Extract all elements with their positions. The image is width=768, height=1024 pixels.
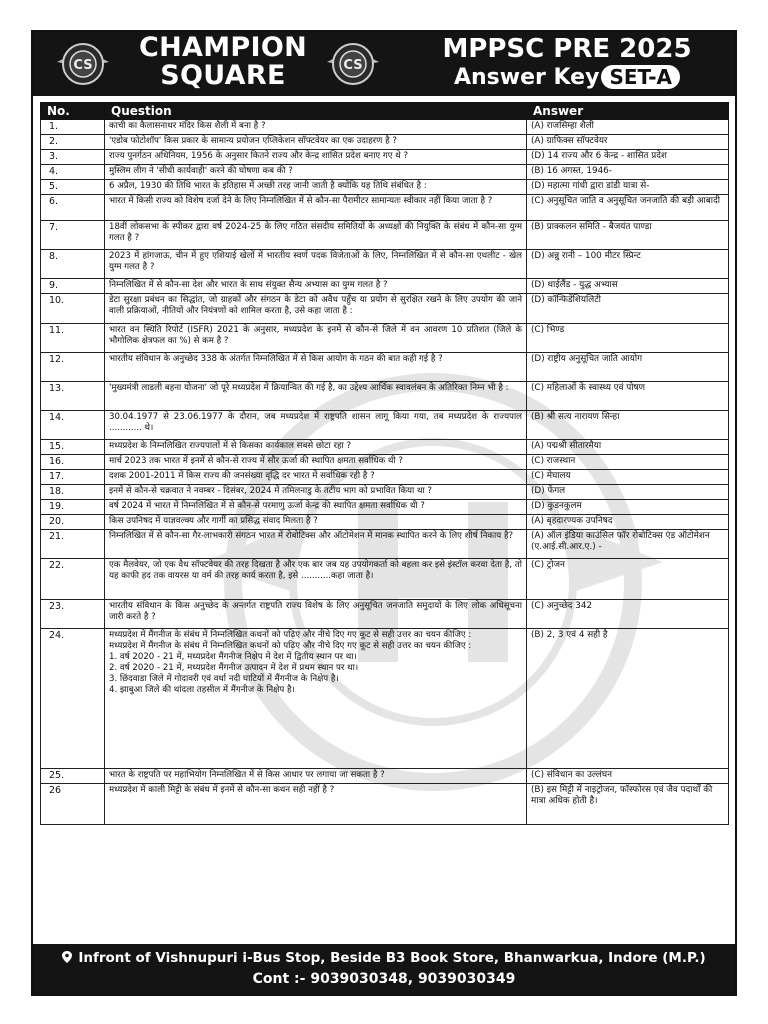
column-header-question: Question [105, 103, 527, 120]
question-text: मध्यप्रदेश के निम्नलिखित राज्यपालों में से किसका कार्यकाल सबसे छोटा रहा ? [109, 441, 352, 451]
statement-1: 1. वर्ष 2020 - 21 में, मध्यप्रदेश मैंगनीज निक्षेप में देश में द्वितीय स्थान पर था। [109, 652, 357, 662]
question-text: निम्नलिखित में से कौन-सा देश और भारत के साथ संयुक्त सैन्य अभ्यास का युग्म गलत है ? [109, 280, 388, 290]
question-number: 14. [41, 411, 105, 440]
question-number: 15. [41, 440, 105, 455]
question-number: 7. [41, 221, 105, 250]
answer-text: (C) भिण्ड [527, 324, 729, 353]
question-number: 26 [41, 784, 105, 825]
question-text-repeat: मध्यप्रदेश में मैंगनीज के संबंध में निम्नलिखित कथनों को पढ़िए और नीचे दिए गए कूट से सही उत्तर का चयन कीजिए : [109, 641, 472, 651]
table-row [41, 500, 729, 515]
answer-text: (C) मेघालय [527, 470, 729, 485]
statement-2: 2. वर्ष 2020 - 21 में, मध्यप्रदेश मैंगनीज उत्पादन में देश में प्रथम स्थान पर था। [109, 663, 359, 673]
svg-text:CS: CS [73, 58, 93, 73]
question-number: 1. [41, 120, 105, 135]
question-text-cell [105, 221, 527, 250]
question-text: काची का कैलासनाथर मंदिर किस शैली में बना है ? [109, 121, 266, 131]
question-text-cell [105, 324, 527, 353]
question-number: 22. [41, 559, 105, 600]
question-text-cell [105, 559, 527, 600]
question-text: एक मैलवेयर, जो एक वैध सॉफ्टवेयर की तरह दिखता है और एक बार जब यह उपयोगकर्ता को बहला कर इसे इंस्टॉल करवा देता है, तो यह काफी हद तक वायरस या वर्म की तरह कार्य करता है, इसे ...........कहा जाता है। [109, 560, 522, 581]
question-text-cell [105, 353, 527, 382]
champion-square-logo-2 [325, 36, 381, 92]
table-row [41, 784, 729, 825]
footer-address: Infront of Vishnupuri i-Bus Stop, Beside B3 Book Store, Bhanwarkua, Indore (M.P.) [78, 950, 706, 966]
answer-text: (B) इस मिट्टी में नाइट्रोजन, फॉस्फोरस एवं जैव पदार्थों की मात्रा अधिक होती है। [527, 784, 729, 825]
column-header-answer: Answer [527, 103, 729, 120]
question-number: 8. [41, 250, 105, 279]
question-text: दशक 2001-2011 में किस राज्य की जनसंख्या वृद्धि दर भारत में सर्वाधिक रही है ? [109, 471, 375, 481]
question-number: 24. [41, 629, 105, 769]
table-row [41, 294, 729, 324]
question-number: 11. [41, 324, 105, 353]
brand-line-1: CHAMPION [139, 32, 307, 63]
footer-banner [33, 944, 735, 994]
answer-key-table [40, 102, 729, 825]
question-text-cell [105, 165, 527, 180]
answer-text: (A) राजसिम्हा शैली [527, 120, 729, 135]
table-row [41, 559, 729, 600]
question-number: 12. [41, 353, 105, 382]
question-text: वर्ष 2024 में भारत में निम्नलिखित में से कौन-से परमाणु ऊर्जा केन्द्र की स्थापित क्षमता सर्वाधिक थी ? [109, 501, 425, 511]
table-row [41, 629, 729, 769]
question-number: 25. [41, 769, 105, 784]
table-row [41, 250, 729, 279]
question-text-cell [105, 440, 527, 455]
footer-address-line [33, 948, 735, 968]
question-number: 5. [41, 180, 105, 195]
answer-text: (B) प्राक्कलन समिति - बैजयंत पाण्डा [527, 221, 729, 250]
brand-name [125, 34, 321, 90]
answer-text: (B) 2, 3 एवं 4 सही है [527, 629, 729, 769]
answer-text: (D) 14 राज्य और 6 केन्द्र - शासित प्रदेश [527, 150, 729, 165]
answer-text: (C) ट्रोजन [527, 559, 729, 600]
table-row [41, 600, 729, 629]
answer-key-label [417, 64, 717, 92]
question-text-cell [105, 411, 527, 440]
answer-text: (A) बृहदारण्यक उपनिषद [527, 515, 729, 530]
question-text: मध्यप्रदेश में मैंगनीज के संबंध में निम्नलिखित कथनों को पढ़िए और नीचे दिए गए कूट से सही उत्तर का चयन कीजिए : [109, 630, 472, 640]
question-number: 6. [41, 195, 105, 221]
question-text-cell [105, 515, 527, 530]
question-text: 'एडोब फोटोशॉप' किस प्रकार के सामान्य प्रयोजन एप्लिकेशन सॉफ्टवेयर का एक उदाहरण है ? [109, 136, 397, 146]
header-banner [33, 32, 735, 96]
table-row [41, 195, 729, 221]
question-number: 10. [41, 294, 105, 324]
answer-text: (C) अनुसूचित जाति व अनुसूचित जनजाति की बड़ी आबादी [527, 195, 729, 221]
table-row [41, 411, 729, 440]
question-text: 2023 में हांगजाऊ, चीन में हुए एशियाई खेलों में भारतीय स्वर्ण पदक विजेताओं के लिए, निम्नलिखित में से कौन-सा एथलीट - खेल युग्म गलत है ? [109, 251, 522, 272]
table-row [41, 485, 729, 500]
question-text: निम्नलिखित में से कौन-सा गैर-लाभकारी संगठन भारत में रोबोटिक्स और ऑटोमेशन में मानक स्थापित करने के लिए शीर्ष निकाय है? [109, 531, 514, 541]
table-row [41, 440, 729, 455]
question-text-cell [105, 294, 527, 324]
question-number: 2. [41, 135, 105, 150]
table-row [41, 165, 729, 180]
footer-contact: Cont :- 9039030348, 9039030349 [252, 971, 516, 987]
question-text: 6 अप्रैल, 1930 की तिथि भारत के इतिहास में अच्छी तरह जानी जाती है क्योंकि यह तिथि संबंधित है : [109, 181, 427, 191]
table-row [41, 120, 729, 135]
question-text: मुस्लिम लीग ने 'सीधी कार्यवाही' करने की घोषणा कब की ? [109, 166, 293, 176]
question-text: भारतीय संविधान के अनुच्छेद 338 के अंतर्गत निम्नलिखित में से किस आयोग के गठन की बात कही गई है ? [109, 354, 443, 364]
table-row [41, 279, 729, 294]
question-number: 18. [41, 485, 105, 500]
answer-text: (B) श्री सत्य नारायण सिन्हा [527, 411, 729, 440]
question-text-cell [105, 150, 527, 165]
answer-text: (A) पद्मश्री सीतारमैया [527, 440, 729, 455]
location-pin-icon [62, 951, 72, 963]
question-text: इनमें से कौन-से चक्रवात ने नवम्बर - दिसंबर, 2024 में तमिलनाडु के तटीय भाग को प्रभावित किया था ? [109, 486, 432, 496]
question-text-cell [105, 250, 527, 279]
table-row [41, 530, 729, 559]
answer-text: (D) राष्ट्रीय अनुसूचित जाति आयोग [527, 353, 729, 382]
table-body [41, 120, 729, 825]
champion-square-logo [55, 36, 111, 92]
question-text-cell [105, 629, 527, 769]
table-row [41, 221, 729, 250]
question-text: राज्य पुनर्गठन अधिनियम, 1956 के अनुसार कितने राज्य और केन्द्र शासित प्रदेश बनाए गए थे ? [109, 151, 409, 161]
question-text-cell [105, 769, 527, 784]
table-header-row [41, 103, 729, 120]
question-text: किस उपनिषद में याज्ञवल्क्य और गार्गी का प्रसिद्ध संवाद मिलता है ? [109, 516, 318, 526]
question-number: 23. [41, 600, 105, 629]
set-badge: SET-A [601, 65, 680, 89]
question-text-cell [105, 455, 527, 470]
answer-text: (C) महिलाओं के स्वास्थ्य एवं पोषण [527, 382, 729, 411]
question-text-cell [105, 120, 527, 135]
question-number: 16. [41, 455, 105, 470]
question-text-cell [105, 530, 527, 559]
answer-text: (C) राजस्थान [527, 455, 729, 470]
answer-key-text: Answer Key [453, 65, 600, 90]
table-row [41, 180, 729, 195]
svg-text:CS: CS [343, 58, 363, 73]
question-number: 21. [41, 530, 105, 559]
question-text-cell [105, 195, 527, 221]
question-text: भारत में किसी राज्य को विशेष दर्जा देने के लिए निम्नलिखित में से कौन-सा पैरामीटर सामान्यतः स्वीकार नहीं किया जाता है ? [109, 196, 493, 206]
answer-text: (B) 16 अगस्त, 1946- [527, 165, 729, 180]
question-text: 18वीं लोकसभा के स्पीकर द्वारा वर्ष 2024-25 के लिए गठित संसदीय समितियों के अध्यक्षों की नियुक्ति के संबंध में कौन-सा युग्म गलत है ? [109, 222, 522, 243]
answer-text: (D) अन्नु रानी – 100 मीटर स्प्रिन्ट [527, 250, 729, 279]
question-text-cell [105, 500, 527, 515]
answer-key-page [31, 30, 737, 996]
brand-line-2: SQUARE [160, 60, 286, 91]
question-text-cell [105, 279, 527, 294]
exam-name: MPPSC PRE 2025 [442, 34, 692, 64]
question-text-cell [105, 180, 527, 195]
answer-text: (D) फेंगल [527, 485, 729, 500]
table-row [41, 470, 729, 485]
question-text-cell [105, 600, 527, 629]
answer-text: (A) ऑल इंडिया काउंसिल फॉर रोबोटिक्स एंड ऑटोमेशन (ए.आई.सी.आर.ए.) - [527, 530, 729, 559]
question-text: भारतीय संविधान के किस अनुच्छेद के अन्तर्गत राष्ट्रपति राज्य विशेष के लिए अनुसूचित जनजाति समुदायों के लिए लोक अधिसूचना जारी करते है ? [109, 601, 522, 622]
answer-text: (D) कॉन्फिडेंशियलिटी [527, 294, 729, 324]
question-text: भारत वन स्थिति रिपोर्ट (ISFR) 2021 के अनुसार, मध्यप्रदेश के इनमें से कौन-से जिले में वन आवरण 10 प्रतिशत (जिले के भौगोलिक क्षेत्रफल का %) से कम है ? [109, 325, 522, 346]
question-number: 4. [41, 165, 105, 180]
question-text-cell [105, 784, 527, 825]
answer-text: (D) थाईलैंड - युद्ध अभ्यास [527, 279, 729, 294]
question-text-cell [105, 382, 527, 411]
answer-text: (A) ग्राफिक्स सॉफ्टवेयर [527, 135, 729, 150]
table-row [41, 353, 729, 382]
question-number: 17. [41, 470, 105, 485]
table-row [41, 515, 729, 530]
answer-text: (C) अनुच्छेद 342 [527, 600, 729, 629]
question-text: मार्च 2023 तक भारत में इनमें से कौन-से राज्य में सौर ऊर्जा की स्थापित क्षमता सर्वाधिक थी ? [109, 456, 403, 466]
exam-title [417, 34, 717, 92]
question-number: 19. [41, 500, 105, 515]
answer-text: (D) महात्मा गांधी द्वारा डांडी यात्रा से- [527, 180, 729, 195]
table-row [41, 455, 729, 470]
question-number: 3. [41, 150, 105, 165]
column-header-no: No. [41, 103, 105, 120]
table-row [41, 135, 729, 150]
question-number: 20. [41, 515, 105, 530]
question-number: 13. [41, 382, 105, 411]
question-text-cell [105, 485, 527, 500]
question-number: 9. [41, 279, 105, 294]
statement-3: 3. छिंदवाडा जिले में गोदावरी एवं वर्धा नदी घाटियों में मैंगनीज के निक्षेप है। [109, 674, 339, 684]
question-text: डेटा सुरक्षा प्रबंधन का सिद्धांत, जो ग्राहकों और संगठन के डेटा को अवैध पहुँच या प्रयोग से सुरक्षित रखने के लिए उपयोग की जाने वाली प्रक्रियाओं, नीतियों और नियंत्रणों को शामिल करता है, उसे कहा जाता है : [109, 295, 522, 316]
answer-text: (D) कुडनकुलम [527, 500, 729, 515]
table-row [41, 382, 729, 411]
question-text: 'मुख्यमंत्री लाडली बहना योजना' जो पूरे मध्यप्रदेश में क्रियान्वित की गई है, का उद्देश्य आर्थिक स्वावलंबन के अतिरिक्त निम्न भी है : [109, 383, 509, 393]
table-row [41, 769, 729, 784]
question-text: भारत के राष्ट्रपति पर महाभियोग निम्नलिखित में से किस आधार पर लगाया जा सकता है ? [109, 770, 385, 780]
question-text: 30.04.1977 से 23.06.1977 के दौरान, जब मध्यप्रदेश में राष्ट्रपति शासन लागू किया गया, तब मध्यप्रदेश के राज्यपाल ............ थे। [109, 412, 522, 433]
question-text-cell [105, 135, 527, 150]
table-row [41, 324, 729, 353]
statement-4: 4. झाबुआ जिले की थांदला तहसील में मैंगनीज के निक्षेप है। [109, 685, 295, 695]
table-row [41, 150, 729, 165]
answer-text: (C) संविधान का उल्लंघन [527, 769, 729, 784]
question-text: मध्यप्रदेश में काली मिट्टी के संबंध में इनमें से कौन-सा कथन सही नहीं है ? [109, 785, 335, 795]
question-text-cell [105, 470, 527, 485]
